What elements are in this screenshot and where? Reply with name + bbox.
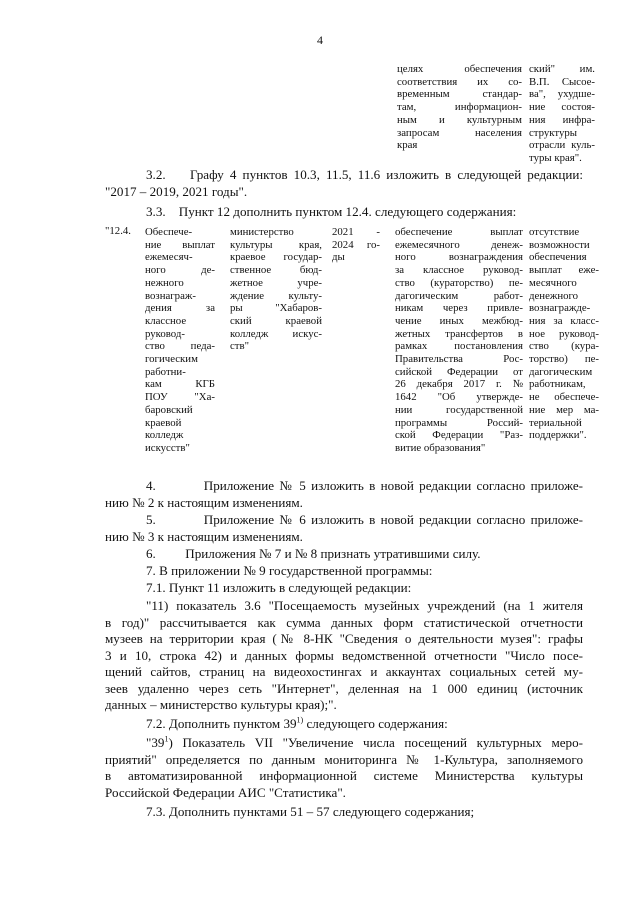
table-cell-activity-name-line: ного де- [145, 264, 215, 277]
table-cell-risk-line: обеспечения [529, 251, 587, 264]
table-cell-goal-continued-line: временным стандар- [397, 88, 522, 101]
item-11-line-5: щений сайтов, страниц на видеохостингах и аккаунтах социальных сетей му- [105, 664, 583, 679]
table-cell-activity-name-line: работни- [145, 365, 186, 378]
item-39-1-line-4: Российской Федерации АИС "Статистика". [105, 784, 346, 800]
item-11-line-7: данных – министерство культуры края);". [105, 697, 337, 712]
item-39-1-line-3: в автоматизированной информационной системе Министерства культуры [105, 768, 583, 783]
paragraph-4-line-2: нию № 2 к настоящим изменениям. [105, 494, 303, 510]
table-cell-risk-line: ство (кура- [529, 340, 599, 353]
table-cell-activity-name-line: ство педа- [145, 340, 215, 353]
table-cell-executor-line: культуры края, [230, 238, 322, 251]
table-cell-result-line: чение иных межбюд- [395, 314, 523, 327]
table-cell-executor-line: жетное учре- [230, 276, 322, 289]
table-cell-activity-name-line: руковод- [145, 327, 185, 340]
item-39-1-number: "39 [146, 735, 165, 750]
table-cell-goal-continued-line: там, информацион- [397, 101, 522, 114]
table-cell-executor-line: ждение культу- [230, 289, 322, 302]
table-cell-risk-line: ние мер ма- [529, 403, 599, 416]
table-cell-risk-continued-line: отрасли куль- [529, 139, 595, 152]
table-cell-activity-name-line: кам КГБ [145, 378, 215, 391]
table-cell-activity-name-line: колледж [145, 429, 184, 442]
table-cell-result-line: ного вознаграждения [395, 251, 523, 264]
table-cell-risk [529, 226, 599, 442]
table-cell-activity-name-line: гогическим [145, 353, 198, 366]
table-cell-result-line: ство (кураторство) пе- [395, 276, 523, 289]
item-39-1-line-1 [105, 735, 583, 752]
table-cell-risk-line: выплат еже- [529, 264, 599, 277]
paragraph-5-line-2: нию № 3 к настоящим изменениям. [105, 528, 303, 544]
item-39-1-text: ) Показатель VII "Увеличение числа посещений культурных меро- [168, 735, 583, 750]
table-cell-goal-continued-line: ным и культурным [397, 113, 522, 126]
table-cell-goal-continued-line: края [397, 139, 418, 152]
table-cell-goal-continued-line: целях обеспечения [397, 63, 522, 75]
table-cell-goal-continued [397, 63, 522, 152]
paragraph-3-3 [105, 204, 583, 221]
table-cell-result [395, 226, 523, 455]
table-cell-risk-line: ния за класс- [529, 314, 599, 327]
table-cell-term-line: 2021 - [332, 226, 380, 238]
paragraph-3-2 [105, 167, 583, 200]
table-cell-result-line: 26 декабря 2017 г. № [395, 378, 523, 391]
table-cell-activity-name-line: нежного [145, 276, 184, 289]
paragraph-5 [105, 512, 583, 545]
table-cell-risk-line: возможности [529, 238, 590, 251]
table-cell-activity-name-line: искусств" [145, 441, 190, 454]
paragraph-7-2 [105, 716, 583, 733]
paragraph-7-3-line: 7.3. Дополнить пунктами 51 – 57 следующего содержания; [146, 804, 475, 819]
paragraph-3-3-line: 3.3. Пункт 12 дополнить пунктом 12.4. следующего содержания: [146, 204, 517, 219]
table-cell-result-line: программы Россий- [395, 416, 523, 429]
table-cell-executor-line: краевое государ- [230, 251, 322, 264]
table-cell-activity-name-line: Обеспече- [145, 226, 193, 238]
table-cell-result-line: нии государственной [395, 403, 523, 416]
table-cell-risk-line: поддержки". [529, 429, 587, 442]
table-cell-risk-continued-line: ние состоя- [529, 101, 595, 114]
table-cell-risk-continued-line: туры края". [529, 151, 582, 164]
table-row-number: "12.4. [105, 225, 132, 237]
table-cell-result-line: ской Федерации "Раз- [395, 429, 523, 442]
paragraph-7 [105, 563, 583, 580]
item-11-line-1: "11) показатель 3.6 "Посещаемость музейных учреждений (на 1 жителя [146, 598, 583, 613]
table-cell-risk-continued-line: структуры [529, 126, 578, 139]
paragraph-7-1-line: 7.1. Пункт 11 изложить в следующей редакции: [146, 580, 412, 595]
table-cell-executor-line: ственное бюд- [230, 264, 322, 277]
page-number: 4 [317, 33, 323, 47]
table-cell-executor-line: ры "Хабаров- [230, 302, 322, 315]
table-cell-executor [230, 226, 322, 353]
table-cell-activity-name-line: вознаграж- [145, 289, 196, 302]
table-cell-term [332, 226, 380, 264]
item-11-line-6: зеев удаленно через сеть "Интернет", деленная на 1 000 единиц (источник [105, 680, 583, 696]
table-cell-term-line: 2024 го- [332, 238, 380, 251]
table-cell-risk-continued-line: ский" им. [529, 63, 595, 75]
paragraph-6-line: 6. Приложения № 7 и № 8 признать утратившими силу. [146, 546, 481, 561]
paragraph-item-39-1 [105, 735, 583, 801]
table-cell-risk-continued [529, 63, 595, 165]
table-cell-result-line: Правительства Рос- [395, 353, 523, 366]
table-cell-result-line: обеспечение выплат [395, 226, 523, 238]
table-cell-activity-name-line: дения за [145, 302, 215, 315]
paragraph-6 [105, 546, 583, 563]
table-cell-result-line: ежемесячного денеж- [395, 238, 523, 251]
table-cell-risk-continued-line: ва", ухудше- [529, 88, 595, 101]
table-cell-executor-line: министерство [230, 226, 294, 238]
paragraph-5-line-1: 5. Приложение № 6 изложить в новой редакции согласно приложе- [146, 512, 583, 527]
table-cell-risk-line: вознагражде- [529, 302, 591, 315]
table-cell-risk-continued-line: ния инфра- [529, 113, 595, 126]
paragraph-item-11 [105, 598, 583, 714]
item-39-1-line-2: приятий" определяется по данным мониторинга № 1-Культура, заполняемого [105, 751, 583, 767]
table-cell-activity-name-line: ПОУ "Ха- [145, 391, 215, 404]
table-cell-risk-line: торство) пе- [529, 353, 599, 366]
paragraph-7-2-superscript: 1) [296, 715, 304, 725]
table-cell-result-line: никам через привле- [395, 302, 523, 315]
item-11-line-4: 3 и 10, строка 42) и данных формы ведомственной отчетности "Число посе- [105, 647, 583, 663]
table-cell-risk-line: месячного [529, 276, 577, 289]
paragraph-7-1 [105, 580, 583, 597]
table-cell-activity-name-line: классное [145, 314, 187, 327]
item-11-line-3: музеев на территории края (№ 8-НК "Сведения о деятельности музея": графы [105, 631, 583, 646]
table-cell-risk-line: териальной [529, 416, 582, 429]
table-cell-executor-line: ств" [230, 340, 250, 353]
table-cell-result-line: витие образования" [395, 441, 486, 454]
table-cell-risk-line: работникам, [529, 378, 586, 391]
paragraph-4 [105, 478, 583, 511]
table-cell-goal-continued-line: соответствия их со- [397, 75, 522, 88]
table-cell-result-line: жетных трансфертов в [395, 327, 523, 340]
table-cell-goal-continued-line: запросам населения [397, 126, 522, 139]
table-cell-result-line: дагогическим работ- [395, 289, 523, 302]
paragraph-7-3 [105, 804, 583, 821]
item-11-line-2: в год)" рассчитывается как сумма данных форм статистической отчетности [105, 614, 583, 630]
table-cell-activity-name-line: ние выплат [145, 238, 215, 251]
table-cell-risk-line: отсутствие [529, 226, 580, 238]
table-cell-result-line: сийской Федерации от [395, 365, 523, 378]
paragraph-3-2-line-2: "2017 – 2019, 2021 годы". [105, 183, 248, 199]
table-cell-activity-name-line: краевой [145, 416, 182, 429]
paragraph-7-2-tail: следующего содержания: [303, 716, 448, 731]
table-cell-activity-name-line: баровский [145, 403, 193, 416]
paragraph-4-line-1: 4. Приложение № 5 изложить в новой редакции согласно приложе- [146, 478, 583, 493]
paragraph-7-2-line [105, 716, 583, 733]
table-cell-activity-name [145, 226, 215, 455]
item-39-1-superscript: 1 [164, 734, 169, 744]
table-cell-result-line: 1642 "Об утвержде- [395, 391, 523, 404]
table-cell-executor-line: колледж искус- [230, 327, 322, 340]
table-cell-risk-line: не обеспече- [529, 391, 599, 404]
table-cell-result-line: рамках постановления [395, 340, 523, 353]
table-cell-executor-line: ский краевой [230, 314, 322, 327]
paragraph-7-line: 7. В приложении № 9 государственной программы: [146, 563, 433, 578]
table-cell-risk-line: дагогическим [529, 365, 593, 378]
table-cell-risk-line: денежного [529, 289, 579, 302]
table-cell-result-line: за классное руковод- [395, 264, 523, 277]
paragraph-7-2-text: 7.2. Дополнить пунктом 39 [146, 716, 297, 731]
table-cell-risk-continued-line: В.П. Сысое- [529, 75, 595, 88]
table-cell-activity-name-line: ежемесяч- [145, 251, 193, 264]
table-cell-term-line: ды [332, 251, 345, 264]
paragraph-3-2-line-1: 3.2. Графу 4 пунктов 10.3, 11.5, 11.6 изложить в следующей редакции: [146, 167, 583, 182]
table-cell-risk-line: ное руковод- [529, 327, 599, 340]
